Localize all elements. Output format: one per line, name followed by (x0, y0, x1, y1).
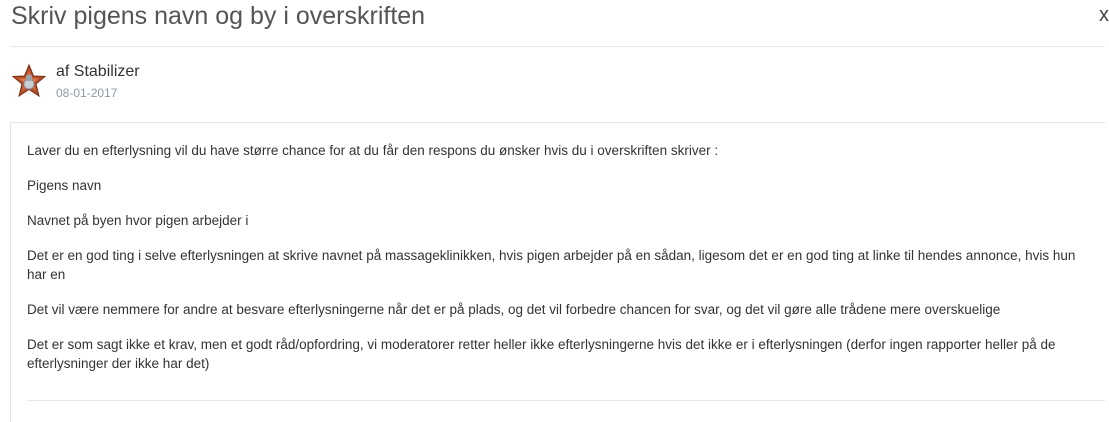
paragraph: Det er en god ting i selve efterlysningen at skrive navnet på massageklinikken, hvis pigen arbejder på en sådan, ligesom det er en god ting at linke til hendes annonce, hvis hun har en (27, 248, 1076, 282)
post-date: 08-01-2017 (56, 86, 118, 100)
author-name[interactable]: af Stabilizer (56, 63, 140, 80)
post-title: Skriv pigens navn og by i overskriften (11, 2, 426, 30)
author-block (12, 62, 312, 102)
paragraph: Det er som sagt ikke et krav, men et godt råd/opfordring, vi moderatorer retter heller ikke efterlysningerne hvis det ikke er i efterlysningen (derfor ingen rapporter heller på de efterlysninger der ikke har det) (27, 337, 1056, 371)
paragraph: Det vil være nemmere for andre at besvare efterlysningerne når det er på plads, og det vil forbedre chancen for svar, og det vil gøre alle trådene mere overskuelige (27, 302, 1001, 317)
paragraph: Navnet på byen hvor pigen arbejder i (27, 213, 249, 228)
paragraph: Laver du en efterlysning vil du have større chance for at du får den respons du ønsker hvis du i overskriften skriver : (27, 143, 719, 158)
star-badge-icon[interactable] (12, 64, 46, 98)
title-divider (10, 46, 1105, 47)
paragraph: Pigens navn (27, 178, 102, 193)
post-body (10, 122, 1105, 422)
body-divider (27, 400, 1105, 401)
close-icon[interactable]: x (1099, 4, 1109, 26)
